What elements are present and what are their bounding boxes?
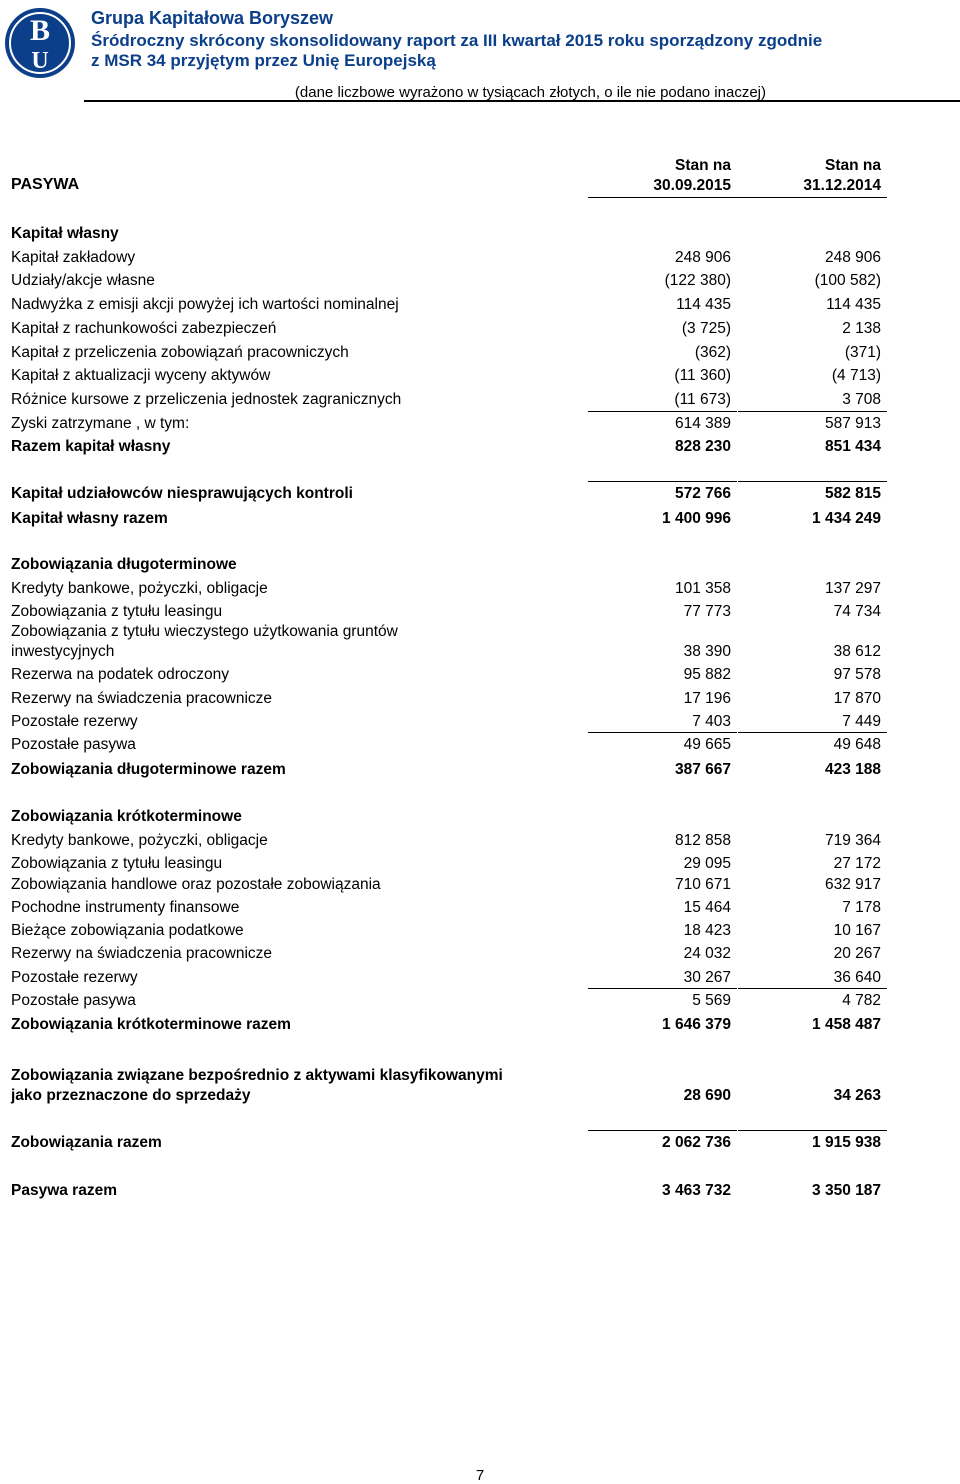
value-31-12-2014: 38 612 <box>833 643 881 660</box>
value-31-12-2014: 114 435 <box>826 296 881 313</box>
value-30-09-2015: 3 463 732 <box>662 1182 731 1199</box>
table-row <box>11 225 887 249</box>
column-header-date: 31.12.2014 <box>803 177 881 194</box>
value-31-12-2014: 7 178 <box>842 899 881 916</box>
value-30-09-2015: 15 464 <box>683 899 731 916</box>
value-31-12-2014: 719 364 <box>824 832 881 849</box>
row-label: Kapitał z rachunkowości zabezpieczeń <box>11 320 277 337</box>
value-30-09-2015: 101 358 <box>674 580 731 597</box>
units-note: (dane liczbowe wyrażono w tysiącach złotych, o ile nie podano inaczej) <box>294 84 766 101</box>
value-31-12-2014: 851 434 <box>824 438 881 455</box>
table-row <box>11 899 887 923</box>
value-31-12-2014: (4 713) <box>831 367 881 384</box>
table-row <box>11 510 887 534</box>
report-title-line-1: Śródroczny skrócony skonsolidowany raport za III kwartał 2015 roku sporządzony zgodnie <box>91 31 823 50</box>
row-label: Kapitał z przeliczenia zobowiązań pracowniczych <box>11 344 349 361</box>
table-row <box>11 690 887 714</box>
value-30-09-2015: 114 435 <box>676 296 731 313</box>
row-label: Bieżące zobowiązania podatkowe <box>11 922 244 939</box>
value-31-12-2014: 587 913 <box>824 415 881 432</box>
value-31-12-2014: (371) <box>844 344 881 361</box>
table-row <box>11 643 887 667</box>
table-row <box>11 1016 887 1040</box>
row-label: Kredyty bankowe, pożyczki, obligacje <box>11 580 268 597</box>
value-30-09-2015: 77 773 <box>683 603 731 620</box>
value-30-09-2015: 710 671 <box>674 876 731 893</box>
row-label: Zyski zatrzymane , w tym: <box>11 415 190 432</box>
table-row <box>11 415 887 439</box>
total-rule <box>738 988 887 989</box>
row-label: inwestycyjnych <box>11 643 115 660</box>
total-rule <box>588 411 737 412</box>
value-30-09-2015: (122 380) <box>664 272 731 289</box>
value-31-12-2014: 3 350 187 <box>812 1182 881 1199</box>
total-rule <box>738 481 887 482</box>
value-30-09-2015: 387 667 <box>674 761 731 778</box>
value-30-09-2015: 18 423 <box>683 922 731 939</box>
value-31-12-2014: 34 263 <box>833 1087 881 1104</box>
value-31-12-2014: 1 915 938 <box>812 1134 881 1151</box>
table-row <box>11 736 887 760</box>
value-30-09-2015: 248 906 <box>674 249 731 266</box>
value-30-09-2015: 17 196 <box>683 690 731 707</box>
value-30-09-2015: 95 882 <box>683 666 731 683</box>
table-row <box>11 344 887 368</box>
table-row <box>11 249 887 273</box>
value-31-12-2014: 97 578 <box>833 666 881 683</box>
row-label: Zobowiązania długoterminowe <box>11 556 237 573</box>
value-30-09-2015: (3 725) <box>681 320 731 337</box>
table-row <box>11 713 887 737</box>
row-label: Kapitał zakładowy <box>11 249 136 266</box>
value-30-09-2015: 572 766 <box>674 485 731 502</box>
value-31-12-2014: 36 640 <box>833 969 881 986</box>
row-label: Pochodne instrumenty finansowe <box>11 899 240 916</box>
total-rule <box>588 732 737 733</box>
row-label: Zobowiązania z tytułu leasingu <box>11 603 223 620</box>
table-row <box>11 556 887 580</box>
table-row <box>11 808 887 832</box>
value-30-09-2015: 812 858 <box>674 832 731 849</box>
row-label: Udziały/akcje własne <box>11 272 155 289</box>
value-30-09-2015: 38 390 <box>683 643 731 660</box>
value-31-12-2014: 27 172 <box>833 855 881 872</box>
table-row <box>11 945 887 969</box>
page-number: 7 <box>475 1467 485 1484</box>
table-row <box>11 1182 887 1206</box>
column-header-line: Stan na <box>675 157 731 174</box>
company-name: Grupa Kapitałowa Boryszew <box>91 8 334 28</box>
table-row <box>11 296 887 320</box>
value-31-12-2014: 582 815 <box>824 485 881 502</box>
table-row <box>11 485 887 509</box>
row-label: Zobowiązania z tytułu leasingu <box>11 855 223 872</box>
statement-title: PASYWA <box>11 176 80 193</box>
value-31-12-2014: 632 917 <box>824 876 881 893</box>
table-row <box>11 367 887 391</box>
row-label: jako przeznaczone do sprzedaży <box>11 1087 251 1104</box>
value-31-12-2014: 2 138 <box>842 320 881 337</box>
row-label: Zobowiązania handlowe oraz pozostałe zobowiązania <box>11 876 381 893</box>
total-rule <box>588 481 737 482</box>
row-label: Pozostałe pasywa <box>11 992 136 1009</box>
value-31-12-2014: 20 267 <box>833 945 881 962</box>
total-rule <box>738 1130 887 1131</box>
row-label: Kapitał własny razem <box>11 510 168 527</box>
value-30-09-2015: 24 032 <box>683 945 731 962</box>
value-31-12-2014: 3 708 <box>842 391 881 408</box>
row-label: Pozostałe rezerwy <box>11 713 138 730</box>
value-30-09-2015: 614 389 <box>674 415 731 432</box>
row-label: Pasywa razem <box>11 1182 117 1199</box>
value-31-12-2014: 49 648 <box>833 736 881 753</box>
row-label: Kapitał własny <box>11 225 119 242</box>
table-row <box>11 876 887 900</box>
column-header-line: Stan na <box>825 157 881 174</box>
svg-text:U: U <box>31 48 49 74</box>
value-31-12-2014: 1 434 249 <box>812 510 881 527</box>
table-row <box>11 666 887 690</box>
value-31-12-2014: 10 167 <box>833 922 881 939</box>
value-30-09-2015: (362) <box>694 344 731 361</box>
value-31-12-2014: 4 782 <box>842 992 881 1009</box>
table-row <box>11 272 887 296</box>
value-31-12-2014: 74 734 <box>833 603 881 620</box>
value-31-12-2014: 7 449 <box>842 713 881 730</box>
value-30-09-2015: (11 673) <box>674 391 731 408</box>
value-30-09-2015: 29 095 <box>683 855 731 872</box>
value-30-09-2015: 828 230 <box>674 438 731 455</box>
row-label: Zobowiązania związane bezpośrednio z aktywami klasyfikowanymi <box>11 1067 503 1084</box>
row-label: Rezerwy na świadczenia pracownicze <box>11 945 273 962</box>
value-31-12-2014: 137 297 <box>824 580 881 597</box>
value-30-09-2015: 1 646 379 <box>662 1016 731 1033</box>
table-row <box>11 832 887 856</box>
table-row <box>11 438 887 462</box>
total-rule <box>738 411 887 412</box>
row-label: Rezerwa na podatek odroczony <box>11 666 229 683</box>
row-label: Pozostałe rezerwy <box>11 969 138 986</box>
total-rule <box>588 1130 737 1131</box>
value-31-12-2014: 1 458 487 <box>812 1016 881 1033</box>
row-label: Zobowiązania razem <box>11 1134 162 1151</box>
table-row <box>11 1134 887 1158</box>
value-30-09-2015: 28 690 <box>683 1087 731 1104</box>
row-label: Rezerwy na świadczenia pracownicze <box>11 690 273 707</box>
row-label: Zobowiązania krótkoterminowe <box>11 808 242 825</box>
table-row <box>11 922 887 946</box>
row-label: Razem kapitał własny <box>11 438 171 455</box>
table-row <box>11 320 887 344</box>
column-header-date: 30.09.2015 <box>653 177 731 194</box>
value-30-09-2015: 30 267 <box>683 969 731 986</box>
total-rule <box>738 732 887 733</box>
value-30-09-2015: 5 569 <box>692 992 731 1009</box>
row-label: Zobowiązania z tytułu wieczystego użytkowania gruntów <box>11 623 398 640</box>
report-title-line-2: z MSR 34 przyjętym przez Unię Europejską <box>91 51 436 70</box>
value-30-09-2015: 49 665 <box>683 736 731 753</box>
value-31-12-2014: 17 870 <box>833 690 881 707</box>
table-row <box>11 1087 887 1111</box>
row-label: Pozostałe pasywa <box>11 736 136 753</box>
table-row <box>11 761 887 785</box>
value-31-12-2014: (100 582) <box>814 272 881 289</box>
row-label: Zobowiązania długoterminowe razem <box>11 761 286 778</box>
value-30-09-2015: (11 360) <box>674 367 731 384</box>
value-31-12-2014: 248 906 <box>824 249 881 266</box>
value-31-12-2014: 423 188 <box>824 761 881 778</box>
table-row <box>11 992 887 1016</box>
value-30-09-2015: 1 400 996 <box>662 510 731 527</box>
svg-text:B: B <box>29 14 51 47</box>
total-rule <box>588 988 737 989</box>
row-label: Kapitał udziałowców niesprawujących kontroli <box>11 485 353 502</box>
table-row <box>11 969 887 993</box>
row-label: Różnice kursowe z przeliczenia jednostek zagranicznych <box>11 391 402 408</box>
row-label: Kapitał z aktualizacji wyceny aktywów <box>11 367 271 384</box>
value-30-09-2015: 7 403 <box>692 713 731 730</box>
row-label: Nadwyżka z emisji akcji powyżej ich wartości nominalnej <box>11 296 399 313</box>
row-label: Zobowiązania krótkoterminowe razem <box>11 1016 291 1033</box>
value-30-09-2015: 2 062 736 <box>662 1134 731 1151</box>
table-row <box>11 580 887 604</box>
row-label: Kredyty bankowe, pożyczki, obligacje <box>11 832 268 849</box>
